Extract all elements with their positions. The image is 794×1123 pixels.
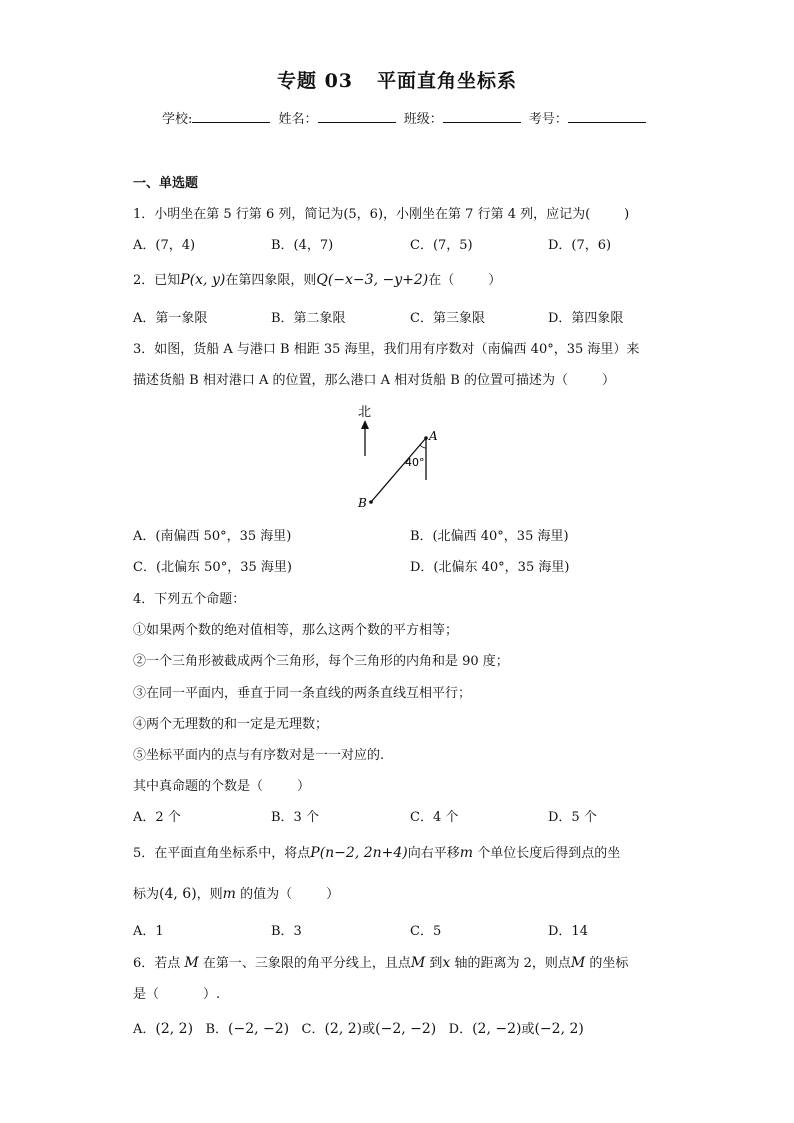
q2-stem: 2．已知P(x, y)在第四象限，则Q(−x−3, −y+2)在（ ） (133, 272, 502, 288)
q4-option-b[interactable]: B．3 个 (271, 810, 319, 825)
q4-item-5: ⑤坐标平面内的点与有序数对是一一对应的. (133, 748, 385, 763)
q2-q-expr: Q(−x−3, −y+2) (316, 272, 429, 288)
q3-figure (352, 400, 452, 515)
north-arrow-head (361, 420, 369, 429)
point-b (369, 500, 373, 504)
q3-option-d[interactable]: D．(北偏东 40°，35 海里) (410, 560, 570, 575)
title-part2: 平面直角坐标系 (377, 70, 518, 92)
title-part1: 专题 03 (276, 70, 354, 92)
q6-x-var: x (442, 955, 451, 971)
q3-option-a[interactable]: A．(南偏西 50°，35 海里) (133, 529, 292, 544)
q5-stem-line2: 标为(4, 6)，则m 的值为（ ） (133, 886, 340, 902)
q6-option-d[interactable]: D．(2, −2)或(−2, 2) (448, 1021, 584, 1037)
label-a: A (429, 429, 438, 443)
q1-option-a[interactable]: A．(7，4) (133, 238, 196, 253)
q6-stem-line1: 6．若点 M 在第一、三象限的角平分线上，且点M 到x 轴的距离为 2，则点M 的坐标 (133, 955, 629, 971)
q2-option-a[interactable]: A．第一象限 (133, 311, 208, 326)
q6-stem-line2: 是（ ）. (133, 987, 221, 1002)
field-class-label: 班级： (403, 112, 443, 127)
field-number-blank[interactable] (568, 110, 646, 123)
q1-stem: 1．小明坐在第 5 行第 6 列，简记为(5，6)，小刚坐在第 7 行第 4 列，应记为( ) (133, 207, 630, 222)
field-name-blank[interactable] (318, 110, 396, 123)
q3-stem-line1: 3．如图，货船 A 与港口 B 相距 35 海里，我们用有序数对（南偏西 40°，35 海里）来 (133, 342, 640, 357)
q5-option-b[interactable]: B．3 (271, 924, 302, 939)
q5-option-c[interactable]: C．5 (410, 924, 442, 939)
q5-m-var-2: m (222, 886, 236, 902)
north-label: 北 (358, 405, 372, 420)
q2-option-b[interactable]: B．第二象限 (271, 311, 346, 326)
point-a (424, 436, 428, 440)
q2-p-expr: P(x, y) (180, 272, 226, 288)
field-number-label: 考号： (528, 112, 568, 127)
q4-item-2: ②一个三角形被截成两个三角形，每个三角形的内角和是 90 度； (133, 654, 509, 669)
q4-option-c[interactable]: C．4 个 (410, 810, 459, 825)
q6-m-var: M (184, 955, 199, 971)
q4-item-1: ①如果两个数的绝对值相等，那么这两个数的平方相等； (133, 623, 459, 638)
q6-option-b[interactable]: B．(−2, −2) (205, 1021, 290, 1037)
q5-m-var: m (459, 845, 474, 861)
q6-m-var-3: M (570, 955, 586, 971)
q5-coord-expr: (4, 6) (159, 886, 197, 902)
label-angle: 40° (405, 456, 425, 469)
q2-option-c[interactable]: C．第三象限 (410, 311, 485, 326)
field-school-label: 学校: (162, 112, 193, 127)
field-name-label: 姓名： (278, 112, 318, 127)
q5-p-expr: P(n−2, 2n+4) (310, 845, 408, 861)
q1-option-d[interactable]: D．(7，6) (548, 238, 612, 253)
q4-stem: 4．下列五个命题： (133, 592, 246, 607)
section-heading: 一、单选题 (133, 176, 199, 191)
q1-option-b[interactable]: B．(4，7) (271, 238, 334, 253)
q5-stem-line1: 5．在平面直角坐标系中，将点P(n−2, 2n+4)向右平移m 个单位长度后得到点的坐 (133, 845, 621, 861)
q4-item-4: ④两个无理数的和一定是无理数； (133, 717, 329, 732)
label-b: B (358, 496, 367, 510)
q4-item-3: ③在同一平面内，垂直于同一条直线的两条直线互相平行； (133, 686, 472, 701)
q4-option-d[interactable]: D．5 个 (548, 810, 597, 825)
segment-ab (371, 438, 426, 502)
q3-stem-line2: 描述货船 B 相对港口 A 的位置，那么港口 A 相对货船 B 的位置可描述为（ ） (133, 373, 615, 388)
q6-option-c[interactable]: C．(2, 2)或(−2, −2) (301, 1021, 437, 1037)
q4-ask: 其中真命题的个数是（ ） (133, 779, 311, 794)
q5-option-d[interactable]: D．14 (548, 924, 588, 939)
angle-arc (420, 445, 426, 448)
field-class-blank[interactable] (443, 110, 521, 123)
q5-option-a[interactable]: A．1 (133, 924, 164, 939)
student-info-row (162, 108, 650, 127)
page-title (0, 66, 794, 93)
q3-option-b[interactable]: B．(北偏西 40°，35 海里) (410, 529, 569, 544)
q6-option-a[interactable]: A．(2, 2) (133, 1021, 194, 1037)
field-school-blank[interactable] (192, 110, 270, 123)
q6-m-var-2: M (410, 955, 426, 971)
q2-option-d[interactable]: D．第四象限 (548, 311, 624, 326)
q1-option-c[interactable]: C．(7，5) (410, 238, 473, 253)
q6-options (133, 1018, 584, 1037)
q4-option-a[interactable]: A．2 个 (133, 810, 181, 825)
q3-option-c[interactable]: C．(北偏东 50°，35 海里) (133, 560, 292, 575)
